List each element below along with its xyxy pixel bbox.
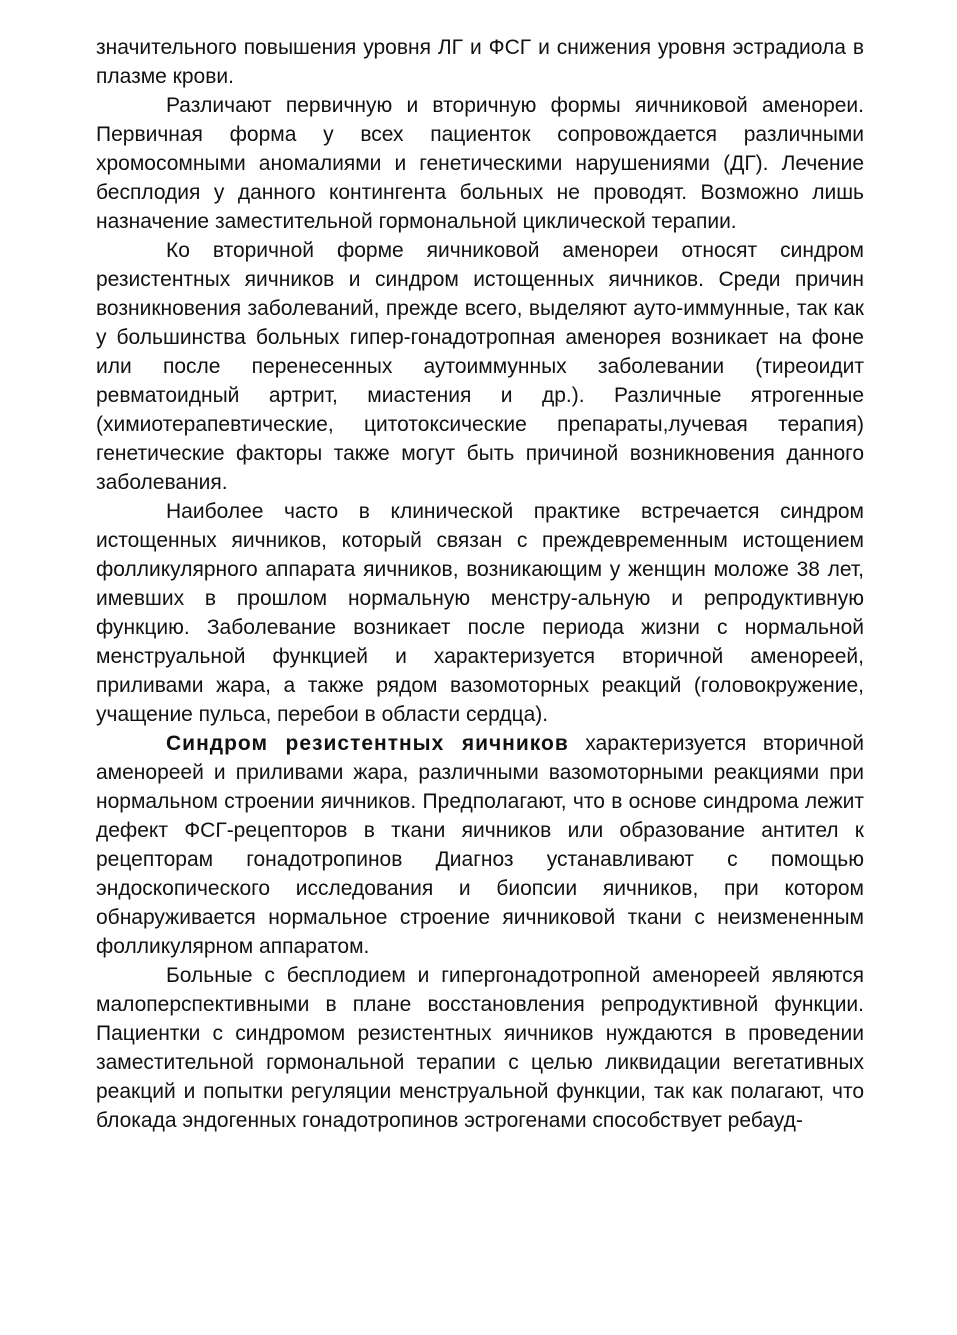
paragraph-ovarian-amenorrhea-forms [96, 91, 864, 236]
paragraph-resistant-ovaries [96, 729, 864, 961]
paragraph-text: Различают первичную и вторичную формы яичниковой аменореи. Первичная форма у всех пациенток сопровождается различными хромосомными аномалиями и генетическими нарушениями (ДГ). Лечение бесплодия у данного контингента больных не проводят. Возможно лишь назначение заместительной гормональной циклической терапии. [96, 94, 864, 233]
paragraph-text: Больные с бесплодием и гипергонадотропной аменореей являются малоперспективными в плане восстановления репродуктивной функции. Пациентки с синдромом резистентных яичников нуждаются в проведении заместительной гормональной терапии с целью ликвидации вегетативных реакций и попытки регуляции менструальной функции, так как полагают, что блокада эндогенных гонадотропинов эстрогенами способствует ребауд- [96, 964, 864, 1132]
paragraph-infertility-prognosis [96, 961, 864, 1135]
paragraph-secondary-form [96, 236, 864, 497]
paragraph-text: Ко вторичной форме яичниковой аменореи относят синдром резистентных яичников и синдром истощенных яичников. Среди причин возникновения заболеваний, прежде всего, выделяют ауто-иммунные, так как у большинства больных гипер-гонадотропная аменорея возникает на фоне или после перенесенных аутоиммунных заболевании (тиреоидит ревматоидный артрит, миастения и др.). Различные ятрогенные (химиотерапевтические, цитотоксические препараты,лучевая терапия) генетические факторы также могут быть причиной возникновения данного заболевания. [96, 239, 864, 494]
paragraph-exhausted-ovaries [96, 497, 864, 729]
bold-term: Синдром резистентных яичников [166, 732, 569, 755]
paragraph-text: значительного повышения уровня ЛГ и ФСГ и снижения уровня эстрадиола в плазме крови. [96, 36, 864, 88]
paragraph-text: Наиболее часто в клинической практике встречается синдром истощенных яичников, который связан с преждевременным истощением фолликулярного аппарата яичников, возникающим у женщин моложе 38 лет, имевших в прошлом нормальную менстру-альную и репродуктивную функцию. Заболевание возникает после периода жизни с нормальной менструальной функцией и характеризуется вторичной аменореей, приливами жара, а также рядом вазомоторных реакций (головокружение, учащение пульса, перебои в области сердца). [96, 500, 864, 726]
document-page [96, 33, 864, 1135]
paragraph-text: характеризуется вторичной аменореей и приливами жара, различными вазомоторными реакциями при нормальном строении яичников. Предполагают, что в основе синдрома лежит дефект ФСГ-рецепторов в ткани яичников или образование антител к рецепторам гонадотропинов Диагноз устанавливают с помощью эндоскопического исследования и биопсии яичников, при котором обнаруживается нормальное строение яичниковой ткани с неизмененным фолликулярном аппаратом. [96, 732, 865, 958]
paragraph-continuation [96, 33, 864, 91]
